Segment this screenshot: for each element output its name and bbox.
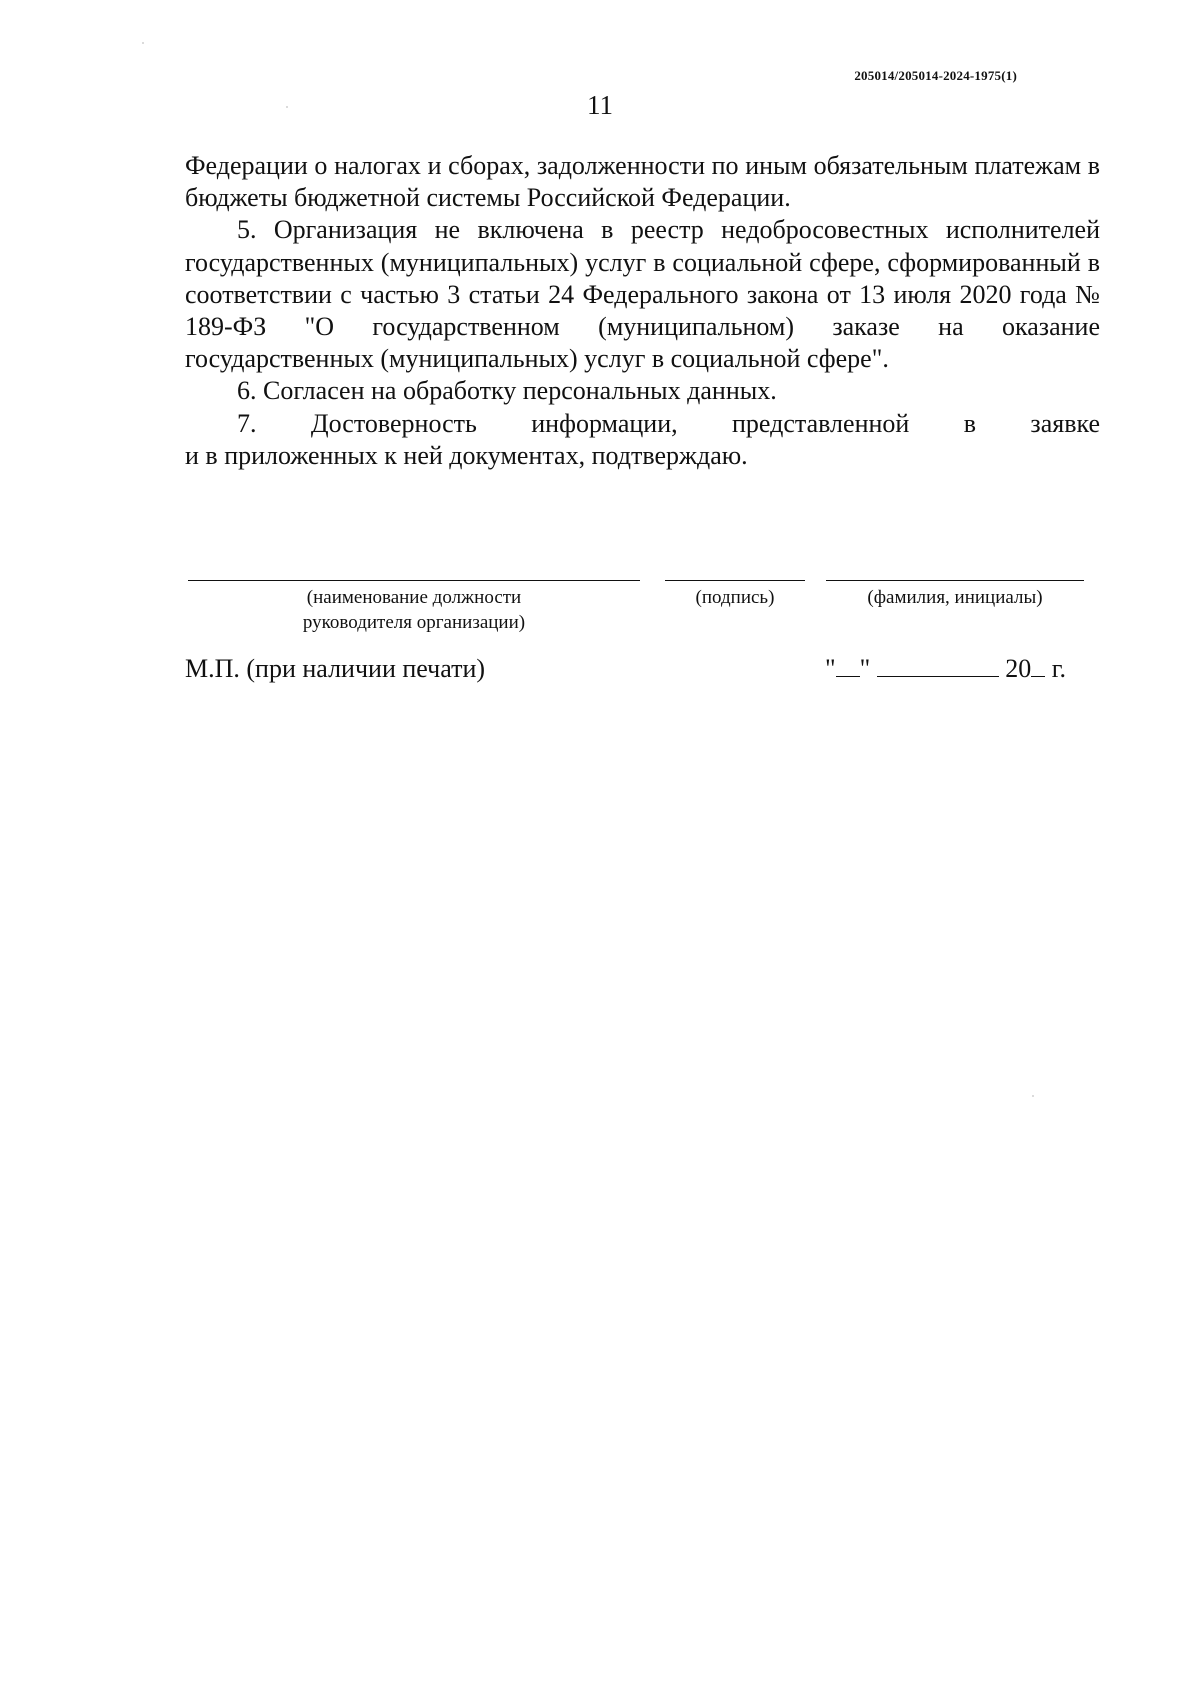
name-label: (фамилия, инициалы)	[867, 587, 1043, 608]
position-label	[238, 585, 590, 635]
document-id: 205014/205014-2024-1975(1)	[854, 68, 1017, 83]
item-5: 5. Организация не включена в реестр недобросовестных исполнителей государственных (муниципальных) услуг в социальной сфере, сформированный в соответствии с частью 3 статьи 24 Федерального закона от 13 июля 2020 года № 189-ФЗ "О государственном (муниципальном) заказе на оказание государственных (муниципальных) услуг в социальной сфере".	[185, 215, 1100, 374]
item-7-line-1: 7. Достоверность информации, представленной в заявке	[237, 408, 1100, 438]
date-quote-open: "	[825, 654, 836, 683]
item-7-line-2: и в приложенных к ней документах, подтверждаю.	[185, 440, 748, 470]
document-body	[185, 150, 1100, 472]
position-label-line-1: (наименование должности	[306, 587, 522, 608]
month-blank	[877, 654, 999, 677]
scan-speck	[142, 42, 144, 44]
position-label-line-2: руководителя организации)	[302, 612, 526, 633]
paragraph-continuation: Федерации о налогах и сборах, задолженности по иным обязательным платежам в бюджеты бюджетной системы Российской Федерации.	[185, 151, 1100, 213]
page-number: 11	[587, 90, 613, 120]
position-signature-line	[188, 580, 640, 581]
name-signature-line	[826, 580, 1084, 581]
date-quote-close: "	[859, 654, 871, 683]
year-prefix: 20	[1005, 654, 1032, 683]
signature-line	[665, 580, 805, 581]
item-6: 6. Согласен на обработку персональных данных.	[237, 376, 777, 406]
stamp-note: М.П. (при наличии печати)	[185, 654, 486, 683]
date-field	[825, 654, 1066, 684]
day-blank	[836, 654, 860, 677]
year-blank	[1031, 654, 1045, 677]
year-suffix: г.	[1051, 654, 1066, 683]
scan-speck	[1032, 1095, 1034, 1097]
signature-label: (подпись)	[695, 587, 775, 608]
scan-speck	[286, 106, 288, 108]
